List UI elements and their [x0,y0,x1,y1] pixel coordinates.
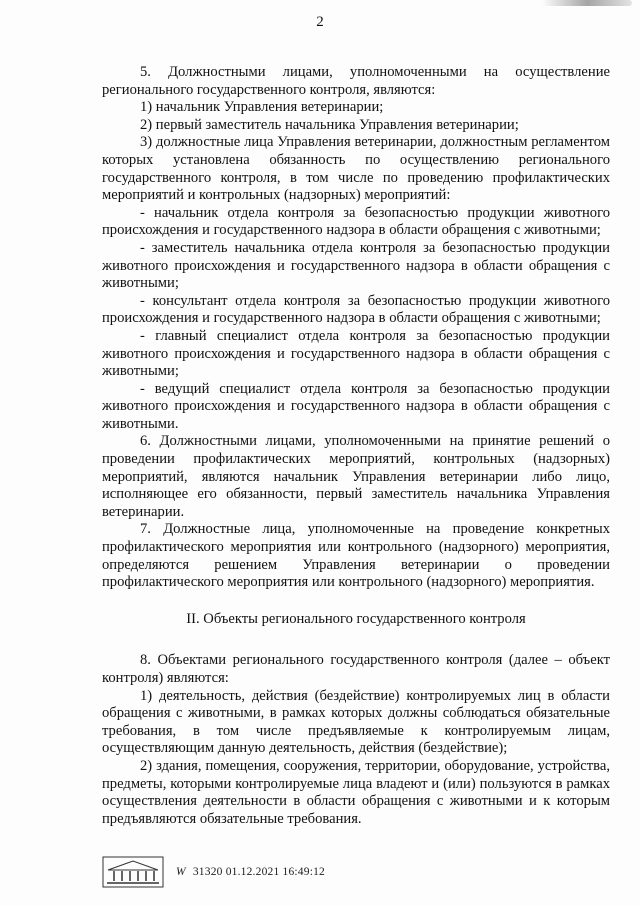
list-item-chief-specialist: - главный специалист отдела контроля за безопасностью продукции животного происхождения и государственного надзора в области обращения с животными; [102,327,610,380]
paragraph-5-item-2: 2) первый заместитель начальника Управления ветеринарии; [140,116,519,133]
registry-stamp-text [176,866,325,878]
paragraph-8-item-2: 2) здания, помещения, сооружения, территории, оборудование, устройства, предметы, которыми контролируемые лица владеют и (или) пользуются в рамках осуществления деятельности в области обращения с животными и к которым предъявляются обязательные требования. [102,757,610,827]
page-number: 2 [316,14,324,30]
paragraph-8: 8. Объектами регионального государственного контроля (далее – объект контроля) являются: [102,652,610,686]
list-item-leading-specialist: - ведущий специалист отдела контроля за безопасностью продукции животного происхождения и государственного надзора в области обращения с животными. [102,380,610,432]
scan-artifact [542,0,632,6]
paragraph-6: 6. Должностными лицами, уполномоченными на принятие решений о проведении профилактических мероприятий, контрольных (надзорных) мероприятий, являются начальник Управления ветеринарии либо лицо, исполняющее его обязанности, первый заместитель начальника Управления ветеринарии. [102,433,610,520]
paragraph-7: 7. Должностные лица, уполномоченные на проведение конкретных профилактического мероприятия или контрольного (надзорного) мероприятия, определяются решением Управления ветеринарии о проведении профилактического мероприятия или контрольного (надзорного) мероприятия. [102,521,610,591]
paragraph-8-item-1: 1) деятельность, действия (бездействие) контролируемых лиц в области обращения с животными, в рамках которых должны соблюдаться обязательные требования, в том числе предъявляемые к контролируемым лицам, осуществляющим данную деятельность, действия (бездействие); [102,687,610,757]
footer-mark: W [176,866,186,878]
paragraph-5-item-3: 3) должностные лица Управления ветеринарии, должностным регламентом которых установлена обязанность по осуществлению регионального государственного контроля, в том числе по проведению профилактических мероприятий и контрольных (надзорных) мероприятий: [102,134,610,204]
section-heading: II. Объекты регионального государственного контроля [186,610,526,627]
list-item-head-of-department: - начальник отдела контроля за безопасностью продукции животного происхождения и государственного надзора в области обращения с животными; [102,204,610,239]
document-body [102,64,610,828]
footer-doc-number: 31320 [192,866,223,878]
footer-datetime: 01.12.2021 16:49:12 [225,866,326,878]
paragraph-5-item-1: 1) начальник Управления ветеринарии; [140,99,384,116]
list-item-deputy-head: - заместитель начальника отдела контроля за безопасностью продукции животного происхождения и государственного надзора в области обращения с животными; [102,239,610,292]
document-footer [102,856,325,888]
registry-stamp-icon [102,856,164,888]
list-item-consultant: - консультант отдела контроля за безопасностью продукции животного происхождения и государственного надзора в области обращения с животными; [102,292,610,327]
paragraph-5: 5. Должностными лицами, уполномоченными на осуществление регионального государственного контроля, являются: [102,64,610,98]
